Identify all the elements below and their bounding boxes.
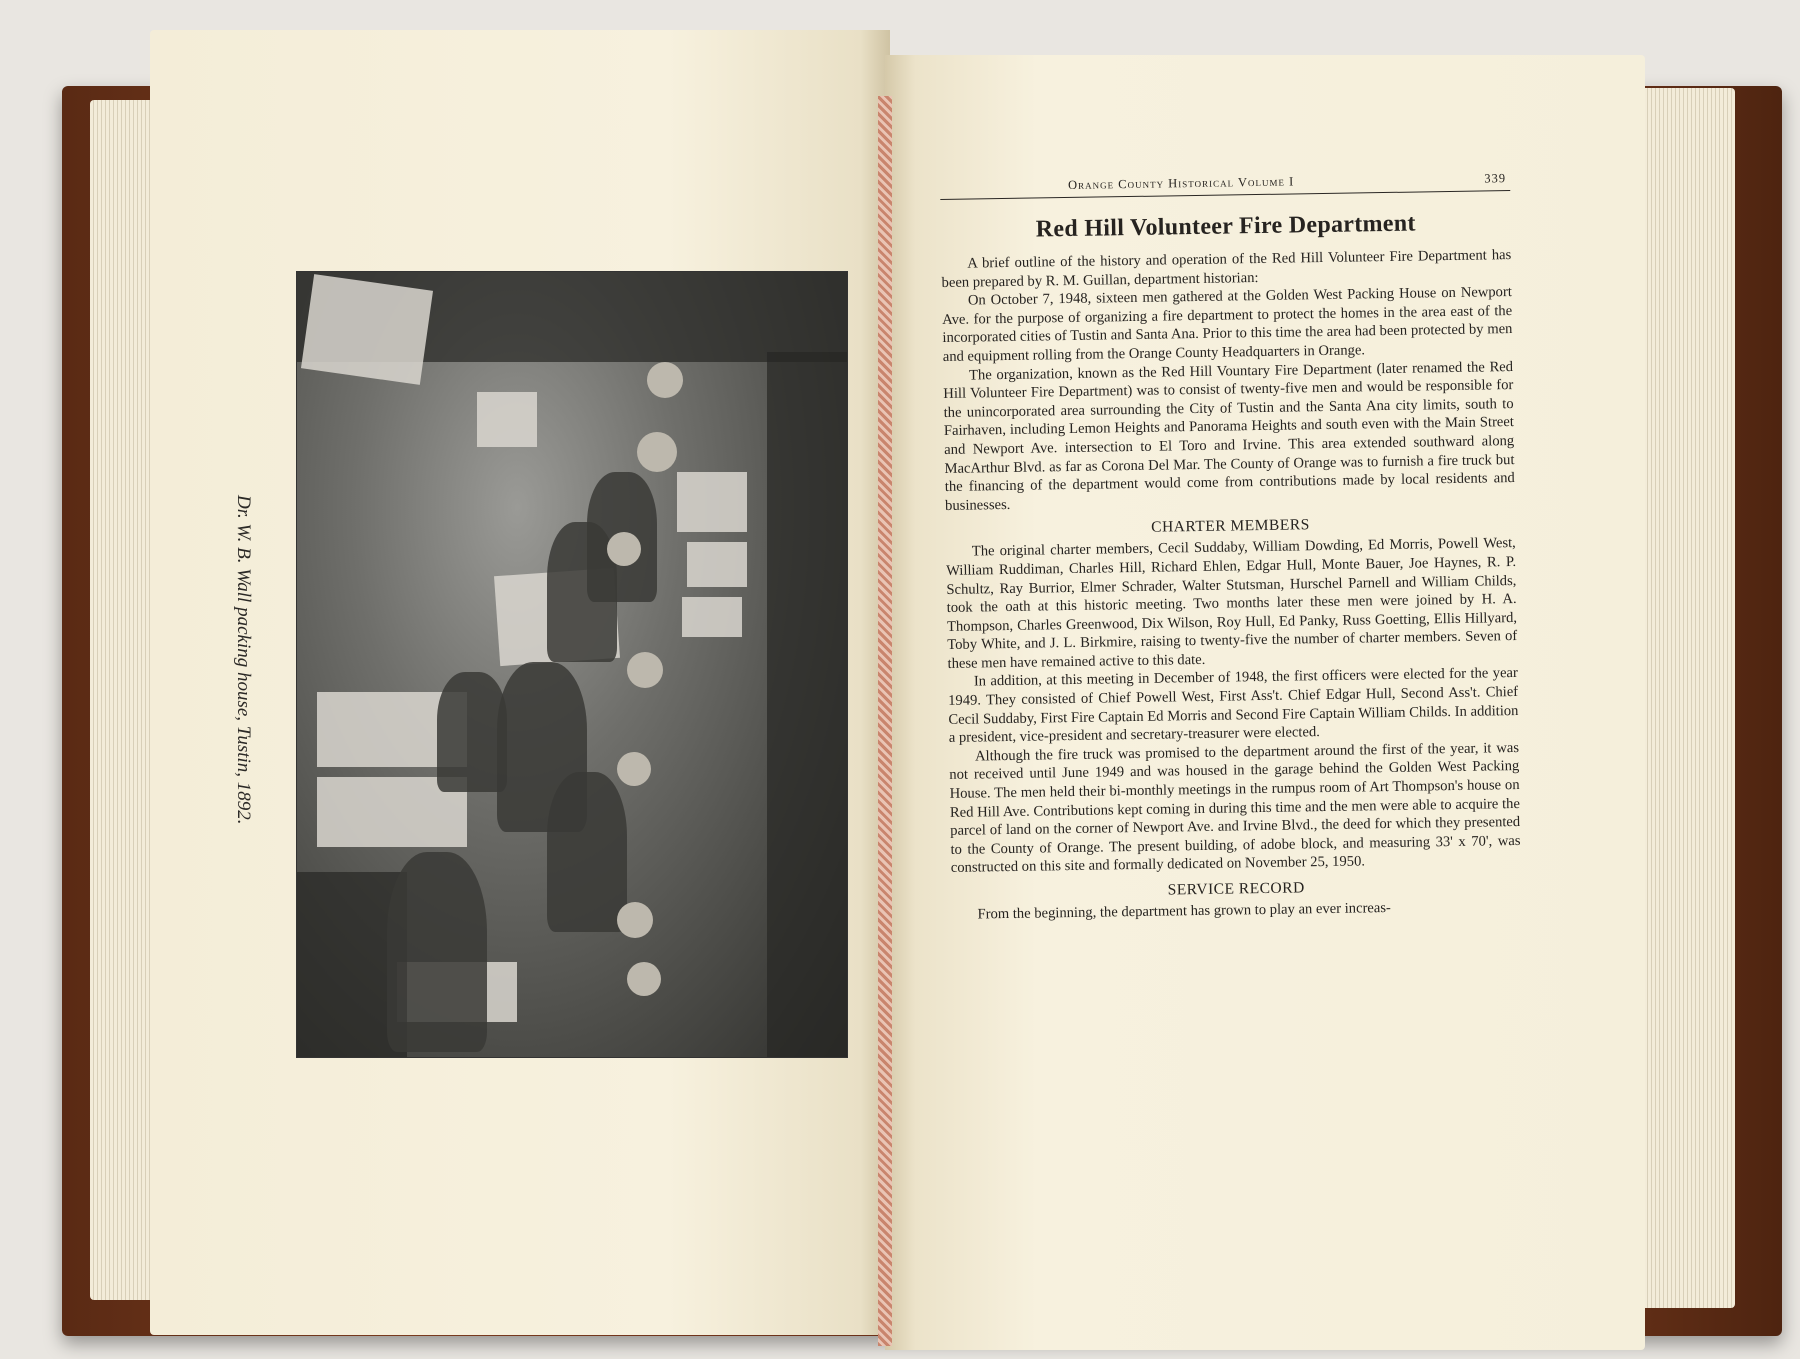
section-heading-service: SERVICE RECORD — [1167, 879, 1305, 899]
paragraph: In addition, at this meeting in December of 1948, the first officers were elected for the year 1949. They consisted of Chief Powell West, First Ass't. Chief Edgar Hull, Second Ass't. Chief Cecil Suddaby, First Fire Captain Ed Morris and Second Fire Captain William Childs. In addition a president, vice-president and secretary-treasurer were elected. — [948, 665, 1519, 747]
paragraph: Although the fire truck was promised to the department around the first of the year, it was not received until June 1949 and was housed in the garage behind the Golden West Packing House. The men held their bi-monthly meetings in the rumpus room of Art Thompson's house on Red Hill Ave. Contributions kept coming in during this time and the men were able to acquire the parcel of land on the corner of Newport Ave. and Irvine Blvd., the deed for which they presented to the County of Orange. The present building, of adobe block, and measuring 33' x 70', was constructed on this site and formally dedicated on November 25, 1950. — [949, 739, 1521, 877]
article-title: Red Hill Volunteer Fire Department — [1035, 210, 1416, 243]
photo-caption — [228, 495, 262, 855]
paragraph: From the beginning, the department has grown to play an ever increas- — [977, 900, 1391, 923]
running-head-title: Orange County Historical Volume I — [1067, 174, 1295, 192]
paragraph: The organization, known as the Red Hill Vountary Fire Department (later renamed the Red Hill Volunteer Fire Department) was to consist of twenty-five men and would be responsible for the unincorporated area surrounding the City of Tustin and the Santa Ana city limits, south to Fairhaven, including Lemon Heights and Panorama Heights and south even with the Main Street and Newport Ave. intersection to El Toro and Irvine. This area extended southward along MacArthur Blvd. as far as Corona Del Mar. The County of Orange was to furnish a fire truck but the financing of the department would come from contributions made by local residents and businesses. — [943, 358, 1515, 514]
article-body — [941, 246, 1521, 924]
page-number: 339 — [1484, 171, 1507, 186]
photo-caption-text: Dr. W. B. Wall packing house, Tustin, 1892. — [233, 495, 254, 825]
article — [940, 171, 1525, 1140]
paragraph: A brief outline of the history and operation of the Red Hill Volunteer Fire Department has been prepared by R. M. Guillan, department historian: — [941, 247, 1512, 291]
section-heading-charter: CHARTER MEMBERS — [1151, 516, 1310, 537]
paragraph: The original charter members, Cecil Suddaby, William Dowding, Ed Morris, Powell West, William Ruddiman, Charles Hill, Richard Ehlen, Edgar Hull, Monte Bauer, Joe Haynes, R. P. Schultz, Ray Burrior, Elmer Schrader, Walter Stutsman, Hurschel Parnell and William Childs, took the oath at this historic meeting. Two months later these men were joined by H. A. Thompson, Charles Greenwood, Dix Wilson, Roy Hull, Ed Panky, Russ Goetting, Ellis Hillyard, Toby White, and J. L. Birkmire, raising to twenty-five the number of charter members. Seven of these men have remained active to this date. — [946, 535, 1518, 672]
packing-house-photo — [297, 272, 847, 1057]
book-spine — [878, 96, 892, 1346]
paragraph: On October 7, 1948, sixteen men gathered at the Golden West Packing House on Newport Ave. for the purpose of organizing a fire department to protect the homes in the area east of the incorporated cities of Tustin and Santa Ana. Prior to this time the area had been protected by men and equipment rolling from the Orange County Headquarters in Orange. — [942, 284, 1513, 365]
